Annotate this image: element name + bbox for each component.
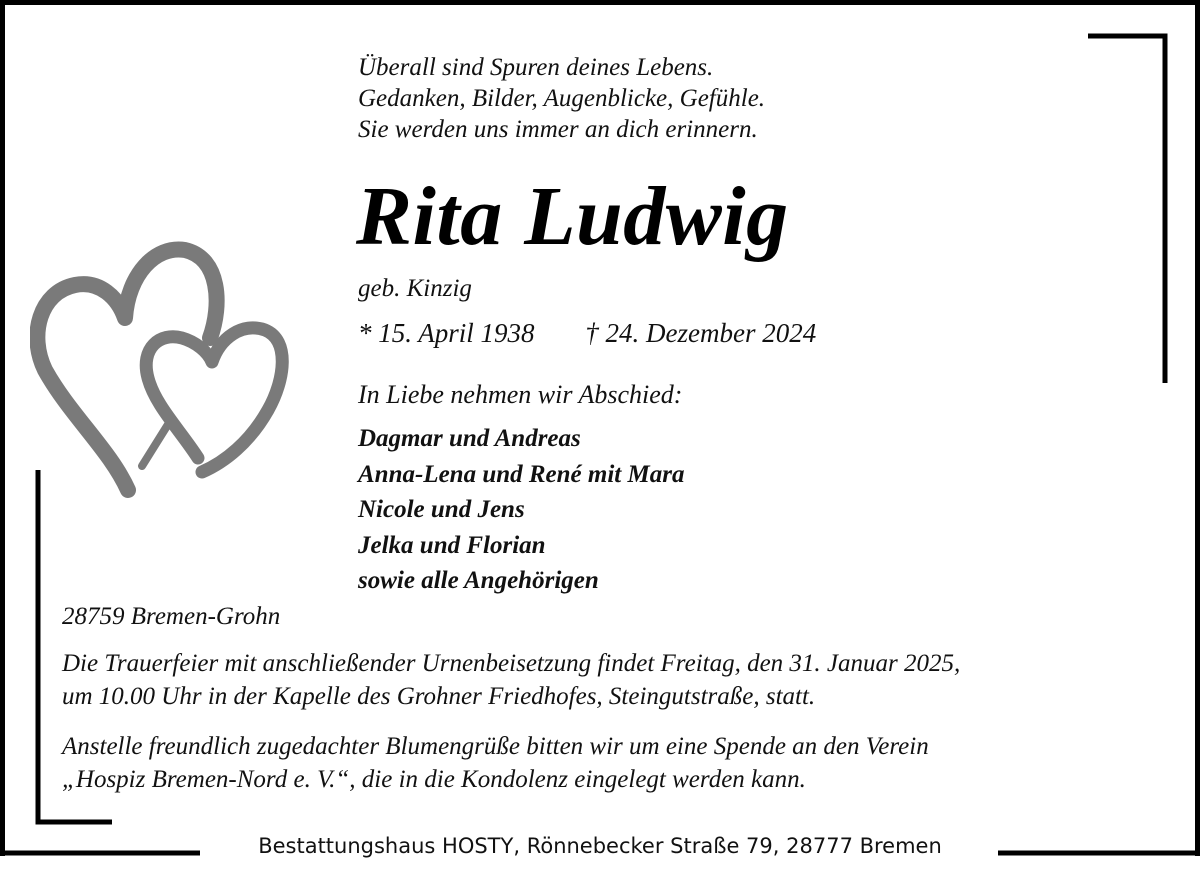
- mourner-entry: sowie alle Angehörigen: [358, 567, 599, 594]
- mourner-entry: Jelka und Florian: [358, 531, 546, 559]
- donation-line: Anstelle freundlich zugedachter Blumengrüße bitten wir um eine Spende an den Verein: [62, 733, 929, 760]
- small-heart-icon: [146, 328, 282, 472]
- two-hearts-icon: [30, 230, 300, 500]
- life-dates: [358, 318, 816, 349]
- mourner-entry: Dagmar und Andreas: [358, 425, 581, 452]
- motto-line: Sie werden uns immer an dich erinnern.: [358, 116, 758, 143]
- family-location: 28759 Bremen-Grohn: [62, 603, 281, 630]
- corner-bracket-top-right: [1088, 36, 1165, 383]
- motto: [358, 52, 765, 145]
- heart-brush-stroke-icon: [142, 418, 172, 466]
- donation-info: [62, 730, 1152, 796]
- birth-name: geb. Kinzig: [358, 275, 472, 302]
- mourners-list: [358, 421, 684, 599]
- funeral-home-footer: Bestattungshaus HOSTY, Rönnebecker Straße 79, 28777 Bremen: [258, 834, 942, 858]
- ceremony-line: Die Trauerfeier mit anschließender Urnenbeisetzung findet Freitag, den 31. Januar 2025,: [62, 650, 961, 677]
- farewell-intro: In Liebe nehmen wir Abschied:: [358, 380, 683, 409]
- death-date: † 24. Dezember 2024: [585, 318, 817, 348]
- mourner-entry: Anna-Lena und René mit Mara: [358, 460, 685, 488]
- ceremony-info: [62, 647, 1152, 713]
- ceremony-line: um 10.00 Uhr in der Kapelle des Grohner Friedhofes, Steingutstraße, statt.: [62, 683, 816, 710]
- mourner-entry: Nicole und Jens: [358, 496, 525, 523]
- birth-date: * 15. April 1938: [358, 318, 535, 348]
- donation-line: „Hospiz Bremen-Nord e. V.“, die in die Kondolenz eingelegt werden kann.: [62, 766, 806, 793]
- deceased-name: Rita Ludwig: [356, 170, 789, 263]
- motto-line: Überall sind Spuren deines Lebens.: [358, 54, 714, 81]
- motto-line: Gedanken, Bilder, Augenblicke, Gefühle.: [358, 85, 766, 112]
